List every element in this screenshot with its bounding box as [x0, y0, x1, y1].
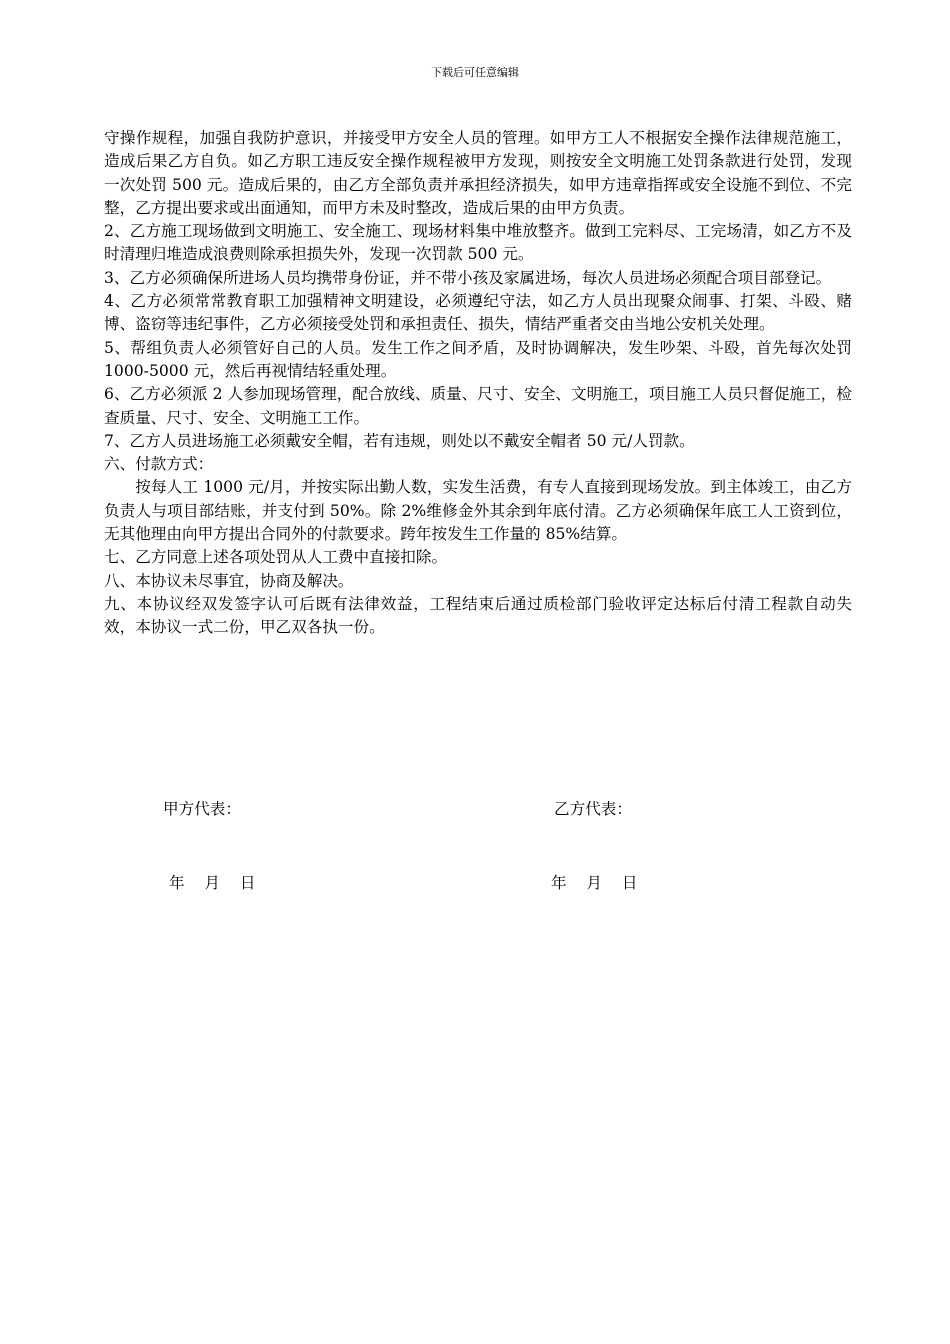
payment-terms: 按每人工 1000 元/月，并按实际出勤人数，实发生活费，有专人直接到现场发放。到主体竣工，由乙方负责人与项目部结账，并支付到 50%。除 2%维修金外其余到年底付清。乙方必须确保年底工人工资到位，无其他理由向甲方提出合同外的付款要求。跨年按发生工作量的 85%结算。 [104, 478, 852, 544]
clause-4-discipline: 4、乙方必须常常教育职工加强精神文明建设，必须遵纪守法，如乙方人员出现聚众闹事、打架、斗殴、赌博、盗窃等违纪事件，乙方必须接受处罚和承担责任、损失，情结严重者交由当地公安机关处理。 [104, 292, 852, 334]
party-a-signature-label: 甲方代表： [163, 800, 241, 818]
clause-5-team-leader: 5、帮组负责人必须管好自己的人员。发生工作之间矛盾，及时协调解决，发生吵架、斗殴，首先每次处罚 1000-5000 元，然后再视情结轻重处理。 [104, 338, 852, 380]
party-b-signature-label: 乙方代表： [554, 800, 632, 818]
section-6-heading: 六、付款方式： [104, 455, 214, 474]
clause-2-site-tidiness: 2、乙方施工现场做到文明施工、安全施工、现场材料集中堆放整齐。做到工完料尽、工完场清，如乙方不及时清理归堆造成浪费则除承担损失外，发现一次罚款 500 元。 [104, 222, 852, 264]
page-header-note: 下载后可任意编辑 [431, 66, 519, 79]
paragraph-safety-continued: 守操作规程，加强自我防护意识，并接受甲方安全人员的管理。如甲方工人不根据安全操作法律规范施工，造成后果乙方自负。如乙方职工违反安全操作规程被甲方发现，则按安全文明施工处罚条款进行处罚，发现一次处罚 500 元。造成后果的，由乙方全部负责并承担经济损失，如甲方违章指挥或安全设施不到位、不完整，乙方提出要求或出面通知，而甲方未及时整改，造成后果的由甲方负责。 [104, 129, 852, 217]
party-b-date: 年 月 日 [551, 874, 638, 892]
section-7-deduction: 七、乙方同意上述各项处罚从人工费中直接扣除。 [104, 548, 448, 567]
section-9-validity: 九、本协议经双发签字认可后既有法律效益，工程结束后通过质检部门验收评定达标后付清工程款自动失效，本协议一式二份，甲乙双各执一份。 [104, 594, 852, 637]
section-8-negotiation: 八、本协议未尽事宜，协商及解决。 [104, 571, 354, 590]
party-a-date: 年 月 日 [169, 874, 256, 892]
contract-body [104, 127, 852, 640]
clause-7-safety-helmet: 7、乙方人员进场施工必须戴安全帽，若有违规，则处以不戴安全帽者 50 元/人罚款。 [104, 431, 695, 450]
clause-6-site-management: 6、乙方必须派 2 人参加现场管理，配合放线、质量、尺寸、安全、文明施工，项目施工人员只督促施工，检查质量、尺寸、安全、文明施工工作。 [104, 385, 852, 427]
clause-3-id-registration: 3、乙方必须确保所进场人员均携带身份证，并不带小孩及家属进场，每次人员进场必须配合项目部登记。 [104, 268, 832, 287]
